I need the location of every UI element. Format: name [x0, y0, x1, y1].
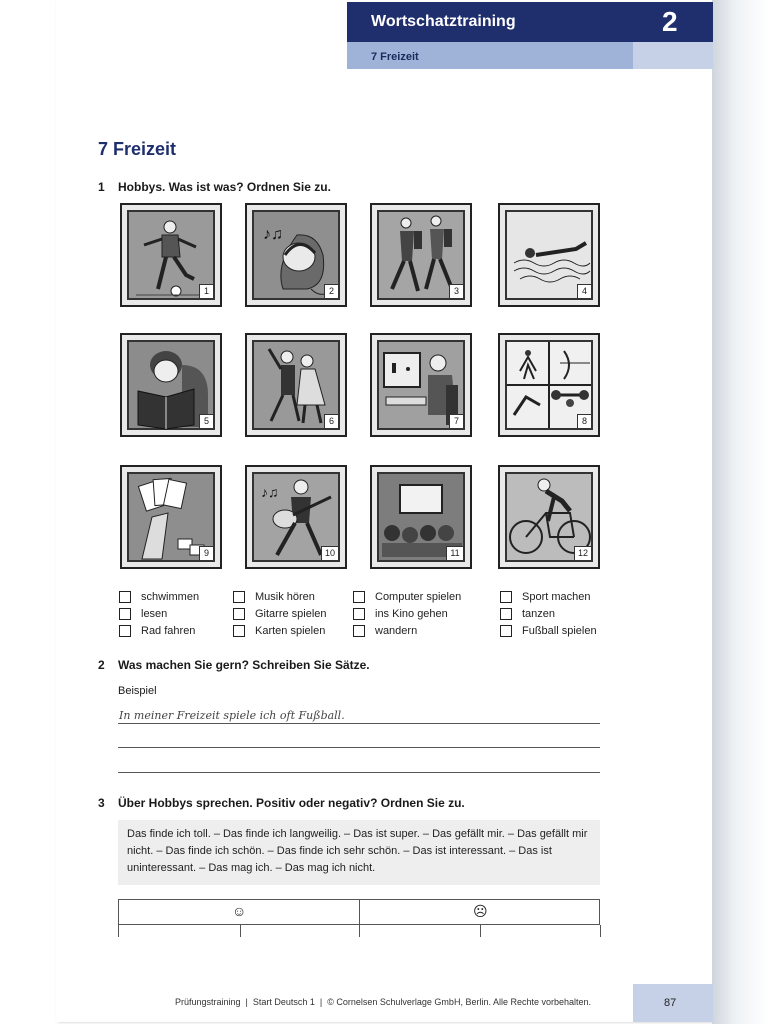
checkbox-icon[interactable] — [119, 591, 131, 603]
picture-computer — [370, 333, 472, 437]
option-checkbox[interactable] — [353, 624, 417, 638]
picture-reading — [120, 333, 222, 437]
subheader-corner — [633, 42, 713, 69]
option-checkbox[interactable] — [119, 590, 199, 604]
option-label: Gitarre spielen — [255, 608, 327, 620]
checkbox-icon[interactable] — [500, 591, 512, 603]
checkbox-icon[interactable] — [353, 608, 365, 620]
picture-dancing — [245, 333, 347, 437]
option-label: ins Kino gehen — [375, 608, 448, 620]
footer-text: Prüfungstraining | Start Deutsch 1 | © Cornelsen Schulverlage GmbH, Berlin. Alle Rechte vorbehalten. — [175, 997, 592, 1007]
table-divider — [359, 899, 360, 937]
option-checkbox[interactable] — [233, 624, 325, 638]
page-edge — [712, 0, 768, 1024]
option-label: schwimmen — [141, 591, 200, 603]
task2-instruction: Was machen Sie gern? Schreiben Sie Sätze. — [118, 658, 370, 672]
option-checkbox[interactable] — [500, 590, 590, 604]
checkbox-icon[interactable] — [500, 608, 512, 620]
writing-line[interactable] — [118, 723, 600, 724]
table-divider — [118, 925, 119, 937]
writing-line[interactable] — [118, 747, 600, 748]
checkbox-icon[interactable] — [500, 625, 512, 637]
option-checkbox[interactable] — [500, 607, 555, 621]
option-label: Karten spielen — [255, 625, 326, 637]
subheader-label: 7 Freizeit — [371, 51, 419, 63]
picture-cinema — [370, 465, 472, 569]
table-divider — [240, 925, 241, 937]
picture-number: 11 — [446, 546, 464, 561]
picture-number: 3 — [449, 284, 464, 299]
checkbox-icon[interactable] — [233, 608, 245, 620]
picture-hiking — [370, 203, 472, 307]
option-label: Computer spielen — [375, 591, 462, 603]
checkbox-icon[interactable] — [353, 591, 365, 603]
picture-guitar — [245, 465, 347, 569]
chapter-number: 2 — [662, 6, 678, 37]
task3-heading — [98, 796, 465, 810]
option-checkbox[interactable] — [119, 624, 195, 638]
option-label: lesen — [141, 608, 168, 620]
header-title: Wortschatztraining — [371, 13, 516, 30]
picture-swimming — [498, 203, 600, 307]
task1-number: 1 — [98, 180, 105, 194]
example-answer: In meiner Freizeit spiele ich oft Fußball. — [119, 709, 345, 722]
option-checkbox[interactable] — [233, 607, 327, 621]
writing-line[interactable] — [118, 772, 600, 773]
example-label: Beispiel — [118, 685, 157, 697]
option-label: wandern — [375, 625, 418, 637]
task2-heading — [98, 658, 370, 672]
task1-instruction: Hobbys. Was ist was? Ordnen Sie zu. — [118, 180, 331, 194]
option-label: Sport machen — [522, 591, 591, 603]
checkbox-icon[interactable] — [353, 625, 365, 637]
picture-football — [120, 203, 222, 307]
picture-number: 2 — [324, 284, 339, 299]
smile-sad-icon: ☹ — [473, 903, 488, 919]
section-title: 7 Freizeit — [98, 139, 177, 159]
checkbox-icon[interactable] — [119, 625, 131, 637]
picture-number: 6 — [324, 414, 339, 429]
task1-heading — [98, 180, 331, 194]
smile-happy-icon: ☺ — [232, 903, 247, 919]
task3-number: 3 — [98, 796, 105, 810]
picture-number: 10 — [321, 546, 339, 561]
option-checkbox[interactable] — [500, 624, 597, 638]
picture-music — [245, 203, 347, 307]
checkbox-icon[interactable] — [119, 608, 131, 620]
svg-text:♪♫: ♪♫ — [261, 484, 279, 500]
option-label: Rad fahren — [141, 625, 196, 637]
option-checkbox[interactable] — [353, 590, 461, 604]
checkbox-icon[interactable] — [233, 591, 245, 603]
picture-number: 12 — [574, 546, 592, 561]
option-label: Musik hören — [255, 591, 315, 603]
option-label: Fußball spielen — [522, 625, 597, 637]
task3-instruction: Über Hobbys sprechen. Positiv oder negativ? Ordnen Sie zu. — [118, 796, 465, 810]
picture-sport — [498, 333, 600, 437]
picture-number: 5 — [199, 414, 214, 429]
picture-number: 4 — [577, 284, 592, 299]
table-divider — [480, 925, 481, 937]
picture-number: 9 — [199, 546, 214, 561]
picture-cards — [120, 465, 222, 569]
option-checkbox[interactable] — [353, 607, 448, 621]
checkbox-icon[interactable] — [233, 625, 245, 637]
option-checkbox[interactable] — [233, 590, 315, 604]
table-divider — [600, 925, 601, 937]
svg-text:♪♫: ♪♫ — [263, 226, 283, 243]
picture-number: 8 — [577, 414, 592, 429]
option-label: tanzen — [522, 608, 556, 620]
picture-cycling — [498, 465, 600, 569]
page-number: 87 — [664, 997, 677, 1009]
picture-number: 1 — [199, 284, 214, 299]
phrase-list: Das finde ich toll. – Das finde ich langweilig. – Das ist super. – Das gefällt mir. – Das gefällt mir nicht. – Das finde ich schön. – Das finde ich sehr schön. – Das ist interessant. – Das ist uninteressant. – Das mag ich. – Das mag ich nicht. — [127, 828, 588, 874]
picture-number: 7 — [449, 414, 464, 429]
option-checkbox[interactable] — [119, 607, 167, 621]
task2-number: 2 — [98, 658, 105, 672]
